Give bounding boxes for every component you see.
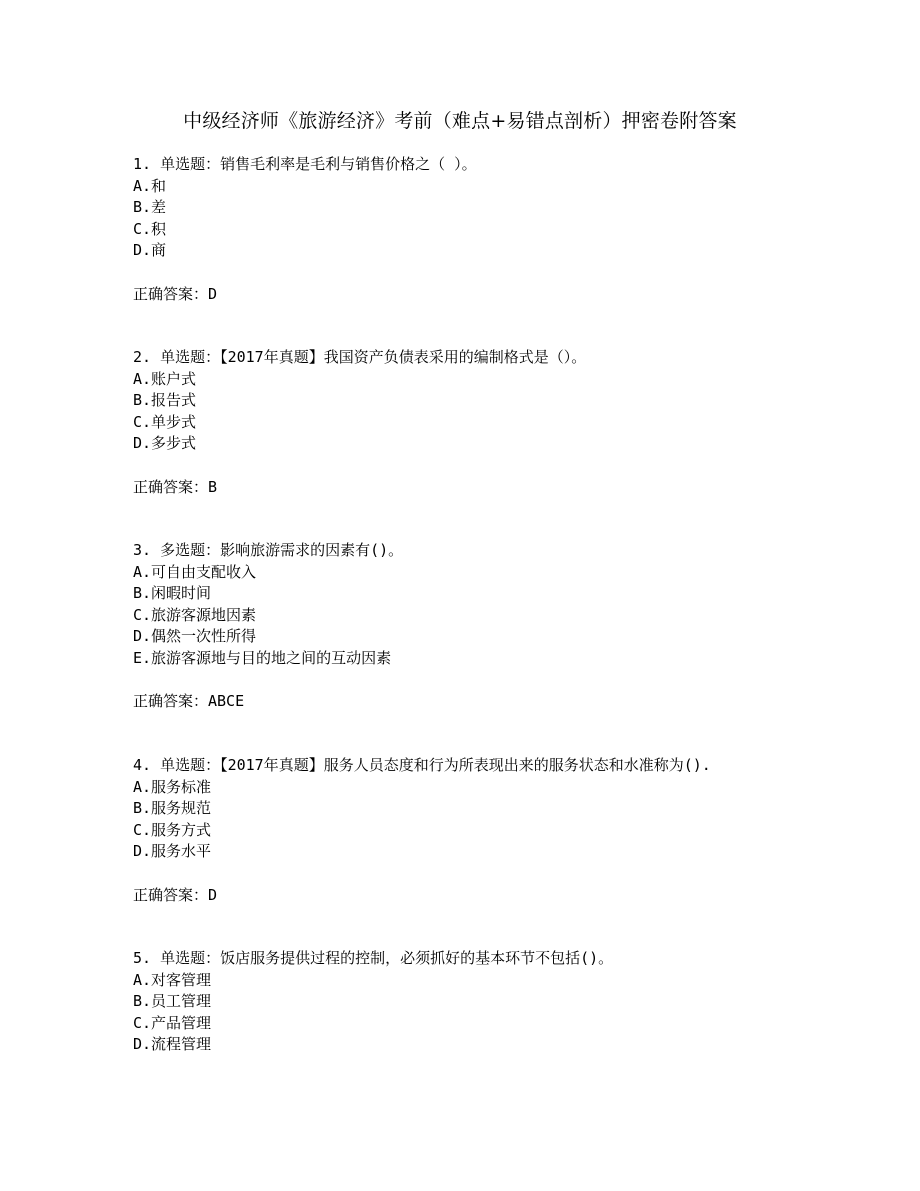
- option-b: B.闲暇时间: [133, 584, 212, 603]
- question-2: [133, 347, 853, 498]
- question-stem: 1. 单选题：销售毛利率是毛利与销售价格之（ ）。: [133, 155, 477, 173]
- question-3: [133, 540, 853, 713]
- question-stem: 2. 单选题：【2017年真题】我国资产负债表采用的编制格式是（）。: [133, 348, 587, 366]
- option-b: B.员工管理: [133, 992, 212, 1011]
- option-c: C.积: [133, 219, 167, 238]
- option-a: A.账户式: [133, 369, 197, 388]
- option-c: C.旅游客源地因素: [133, 605, 257, 624]
- option-a: A.可自由支配收入: [133, 562, 257, 581]
- option-e: E.旅游客源地与目的地之间的互动因素: [133, 648, 392, 667]
- question-1: [133, 154, 853, 305]
- option-b: B.报告式: [133, 391, 197, 410]
- correct-answer: 正确答案：D: [133, 284, 218, 303]
- question-4: [133, 755, 853, 906]
- question-5: [133, 948, 853, 1056]
- option-d: D.商: [133, 241, 167, 260]
- option-a: A.对客管理: [133, 970, 212, 989]
- question-stem: 3. 多选题：影响旅游需求的因素有()。: [133, 541, 404, 559]
- option-a: A.服务标准: [133, 777, 212, 796]
- option-c: C.单步式: [133, 412, 197, 431]
- option-d: D.偶然一次性所得: [133, 627, 257, 646]
- option-d: D.流程管理: [133, 1035, 212, 1054]
- option-b: B.差: [133, 198, 167, 217]
- option-b: B.服务规范: [133, 799, 212, 818]
- option-c: C.产品管理: [133, 1013, 212, 1032]
- document-title: 中级经济师《旅游经济》考前（难点+易错点剖析）押密卷附答案: [183, 110, 737, 132]
- question-stem: 4. 单选题：【2017年真题】服务人员态度和行为所表现出来的服务状态和水准称为().: [133, 756, 711, 774]
- option-d: D.服务水平: [133, 842, 212, 861]
- option-d: D.多步式: [133, 434, 197, 453]
- correct-answer: 正确答案：D: [133, 885, 218, 904]
- correct-answer: 正确答案：ABCE: [133, 692, 245, 711]
- option-a: A.和: [133, 176, 167, 195]
- option-c: C.服务方式: [133, 820, 212, 839]
- question-stem: 5. 单选题：饭店服务提供过程的控制，必须抓好的基本环节不包括()。: [133, 949, 614, 967]
- correct-answer: 正确答案：B: [133, 477, 218, 496]
